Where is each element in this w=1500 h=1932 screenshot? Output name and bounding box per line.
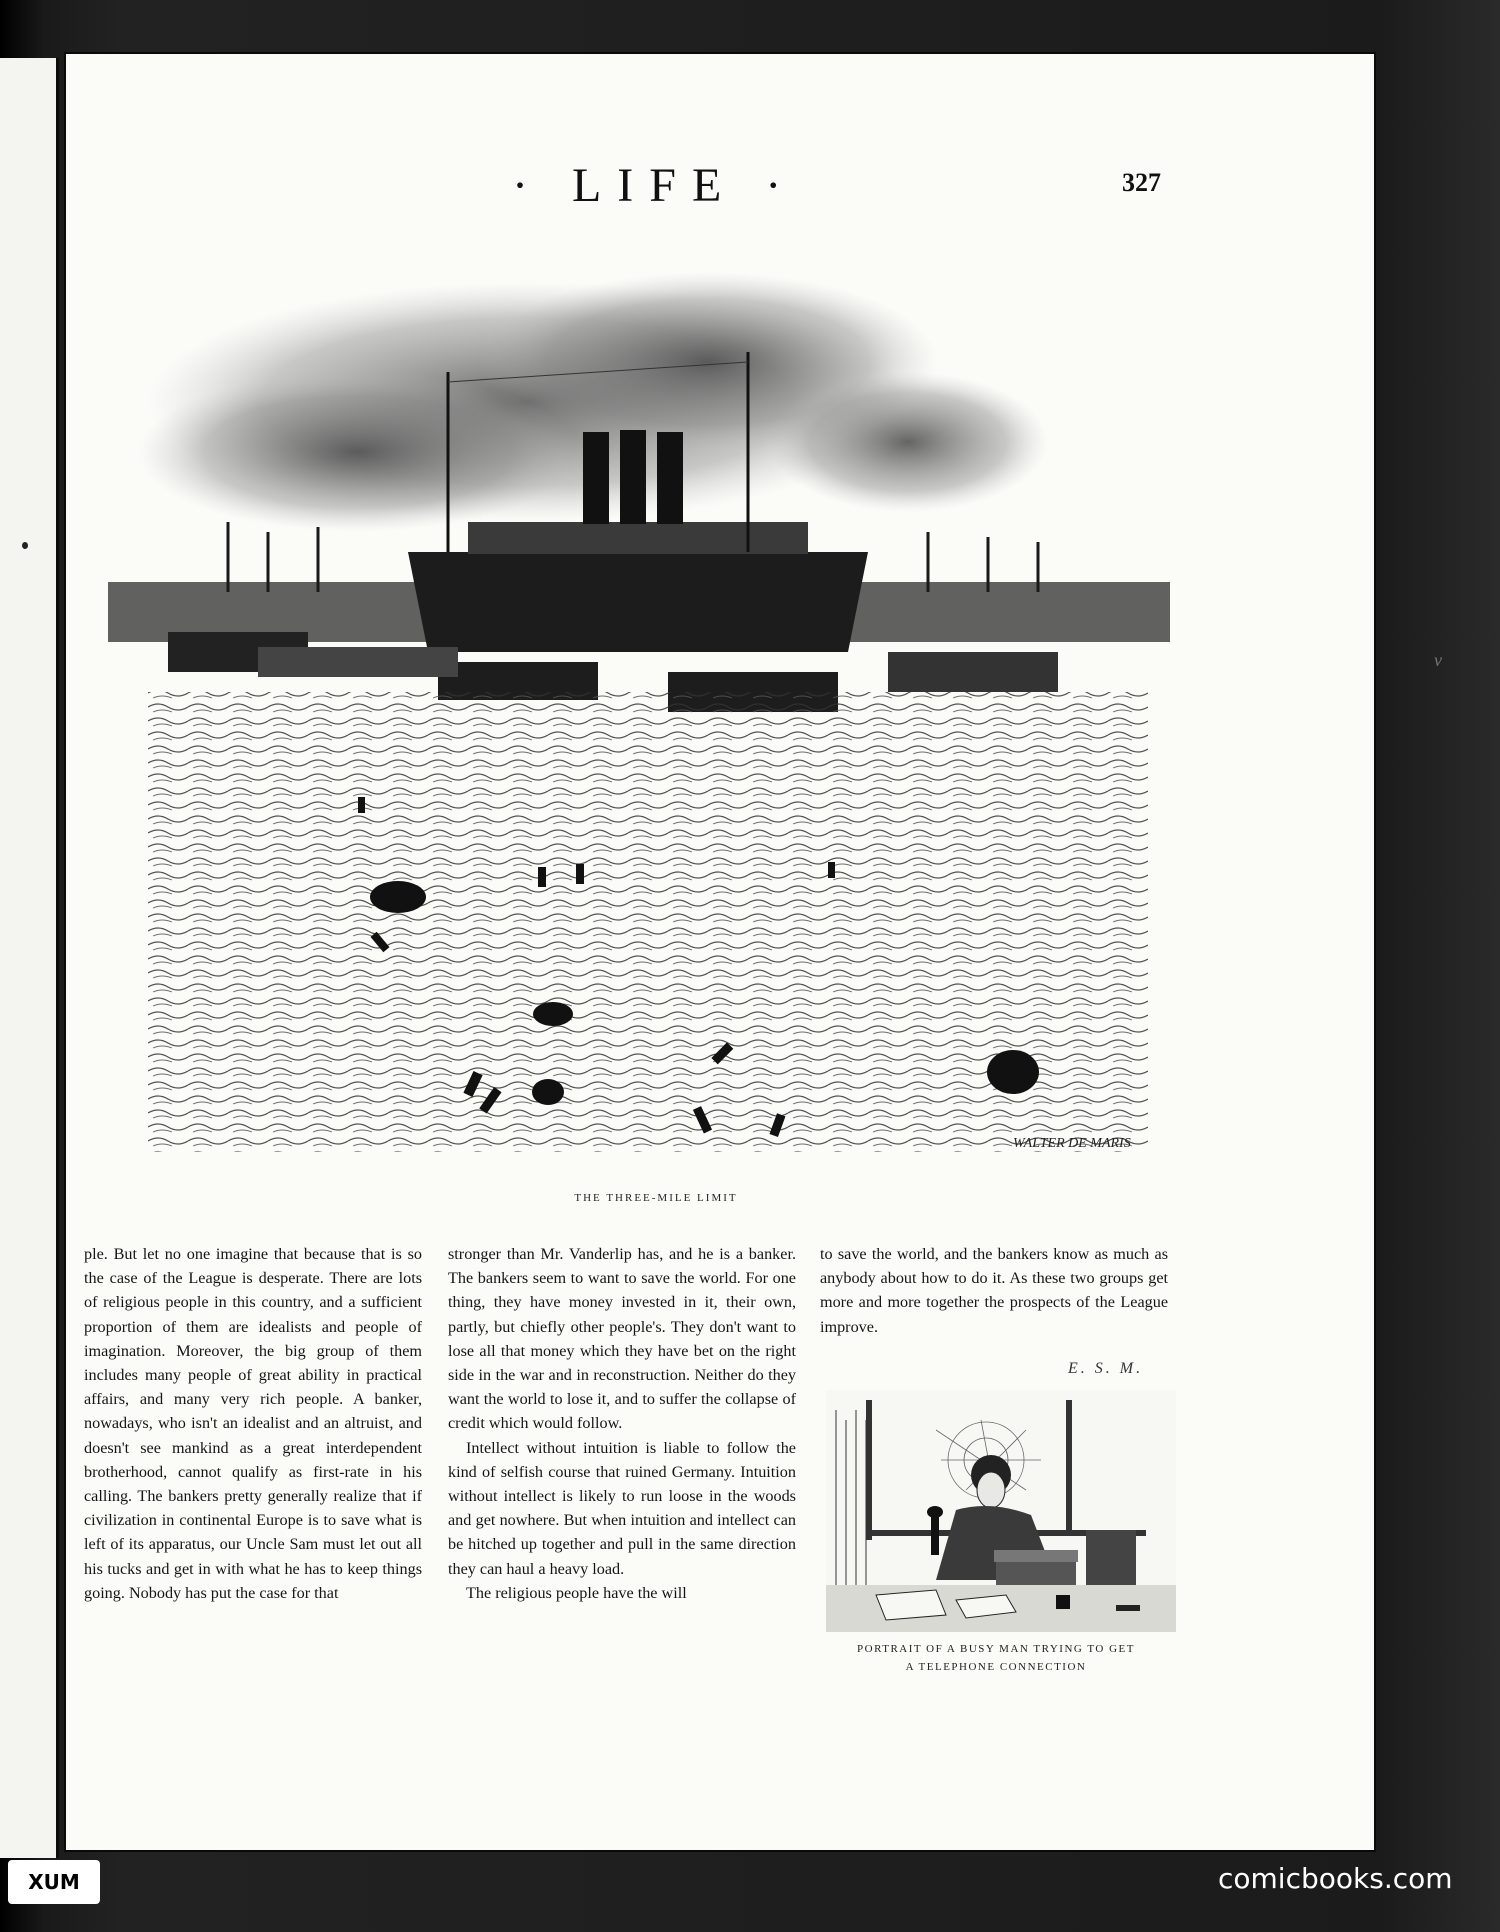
illustration-caption: THE THREE-MILE LIMIT: [574, 1192, 738, 1204]
facing-page-edge: [0, 58, 59, 1858]
page-number: 327: [1122, 168, 1161, 197]
illustration-signature: WALTER DE MARIS: [1013, 1136, 1131, 1151]
caption-line: A TELEPHONE CONNECTION: [905, 1661, 1087, 1673]
article-column-2: [448, 1242, 796, 1605]
paragraph: Intellect without intuition is liable to follow the kind of selfish course that ruined Germany. Intuition without intellect is likely to run loose in the woods and get nowhere. But when intuition and intellect can be hitched up together and pull in the same direction they can haul a heavy load.: [448, 1438, 796, 1578]
paragraph: to save the world, and the bankers know as much as anybody about how to do it. As these two groups get more and more together the prospects of the League improve.: [820, 1245, 1168, 1336]
stray-mark: v: [1434, 650, 1442, 670]
xum-badge: XUM: [8, 1860, 100, 1904]
author-signature: E. S. M.: [1068, 1360, 1144, 1377]
masthead: · LIFE ·: [512, 159, 798, 212]
page-mark: [22, 542, 28, 549]
paragraph: stronger than Mr. Vanderlip has, and he is a banker. The bankers seem to want to save the world. For one thing, they have money invested in it, their own, partly, but chiefly other people's. They don't want to lose all that money which they have bet on the right side in the war and in reconstruction. Neither do they want the world to lose it, and to suffer the collapse of credit which would follow.: [448, 1245, 796, 1433]
busy-man-illustration: [826, 1390, 1176, 1632]
paragraph: ple. But let no one imagine that because that is so the case of the League is desperate. There are lots of religious people in this country, and a sufficient proportion of them are idealists and people of imagination. Moreover, the big group of them includes many people of great ability in practical affairs, and many very rich people. A banker, nowadays, who isn't an idealist and an altruist, and doesn't see mankind as a great interdependent brotherhood, cannot qualify as first-rate in his calling. The bankers pretty generally realize that if civilization in continental Europe is to save what is left of its apparatus, our Uncle Sam must let out all his tucks and get in with what he has to keep things going. Nobody has put the case for that: [84, 1245, 422, 1602]
paragraph: The religious people have the will: [466, 1583, 687, 1602]
site-watermark: comicbooks.com: [1218, 1862, 1453, 1895]
caption-line: PORTRAIT OF A BUSY MAN TRYING TO GET: [857, 1643, 1135, 1655]
three-mile-limit-illustration: [108, 252, 1170, 1172]
small-illustration-caption: [820, 1640, 1172, 1676]
article-column-3: [820, 1242, 1168, 1339]
article-column-1: [84, 1242, 422, 1605]
